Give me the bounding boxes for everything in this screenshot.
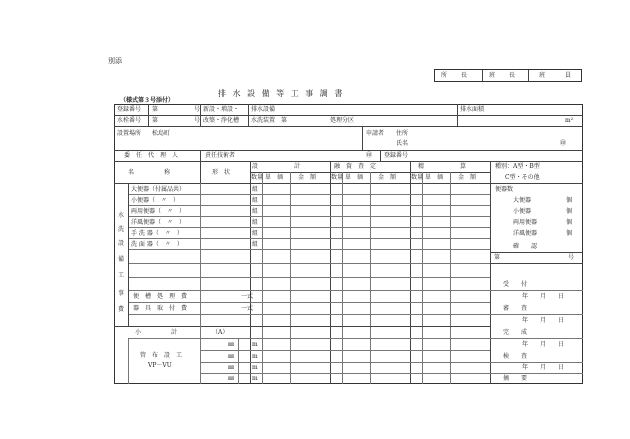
col-shape: 形 状 [212, 169, 231, 176]
vertical-label-6: 事 [118, 290, 125, 297]
col-amount-3: 金 額 [458, 174, 477, 181]
fixtures-label: 便器数 [495, 186, 514, 193]
complete-label: 完 成 [503, 329, 528, 336]
col-price-3: 単 価 [425, 174, 444, 181]
review-date: 年 月 日 [522, 317, 565, 324]
col-amount-1: 金 額 [298, 174, 317, 181]
confirm-label: 確 認 [513, 243, 538, 250]
fixture-name: 両用便器 [513, 219, 538, 226]
go-label: 号 [568, 254, 575, 261]
agent-label: 委 任 代 理 人 [124, 152, 179, 159]
applicant-label: 申請者 [366, 130, 385, 137]
vertical-label-5: 工 [118, 272, 125, 279]
annex-label: 別添 [108, 57, 122, 65]
item-unit: 組 [252, 197, 259, 204]
col-qty-1: 数量 [251, 174, 264, 181]
approval-head-2: 長 [461, 72, 468, 79]
seal-mark: ㊞ [560, 140, 567, 147]
col-name: 名 称 [128, 169, 171, 176]
fixture-unit: 個 [566, 219, 573, 226]
m-unit: m [252, 353, 258, 360]
item-name: 大便器（付属品共） [131, 186, 186, 193]
inspect-no-label: 水栓番号 [117, 117, 142, 124]
m-unit: m [252, 341, 258, 348]
item-unit: 組 [252, 230, 259, 237]
approval-head-5: 班 [539, 72, 546, 79]
engineer-label: 責任技術者 [205, 152, 236, 159]
item-name: 手 洗 器（ 〃 ） [131, 230, 183, 237]
col-qty-2: 数量 [331, 174, 344, 181]
approval-head-4: 長 [509, 72, 516, 79]
work-kind-1: 新設・増設・ [203, 106, 240, 113]
reg-no-label: 登録番号 [117, 106, 142, 113]
seal-mark-2: ㊞ [366, 152, 373, 159]
received-date: 年 月 日 [522, 293, 565, 300]
flush-area: 処理分区 [330, 117, 355, 124]
item-unit: 組 [252, 241, 259, 248]
vertical-label-7: 費 [118, 306, 125, 313]
col-price-1: 単 価 [265, 174, 284, 181]
mm-unit: ㎜ [228, 353, 235, 360]
vertical-label-1: 水 [118, 212, 125, 219]
approval-box [434, 69, 582, 82]
m-unit: m [252, 364, 258, 371]
approval-head-1: 所 [441, 72, 448, 79]
area-label: 排水面積 [460, 106, 485, 113]
treat-cost: 便 槽 処 理 費 [133, 293, 188, 300]
pipe-work: 管 布 設 工 [140, 352, 183, 359]
address-label: 住所 [396, 130, 409, 137]
flush-equip: 水洗装置 第 [251, 117, 288, 124]
mm-unit: ㎜ [228, 375, 235, 382]
item-name: 小便器（ 〃 ） [131, 197, 180, 204]
item-name: 両用便器（ 〃 ） [131, 208, 186, 215]
site-value: 松島町 [152, 130, 171, 137]
inspect-label: 検 査 [503, 353, 528, 360]
area-unit: m² [565, 117, 574, 124]
reg-no-value: 第 号 [152, 106, 201, 113]
install-cost: 器 具 取 付 費 [133, 305, 188, 312]
reg-no-2: 登録番号 [384, 152, 409, 159]
m-unit: m [252, 375, 258, 382]
item-name: 洋風便器（ 〃 ） [131, 219, 186, 226]
subtotal-label: 小 計 [135, 329, 178, 336]
fixture-unit: 個 [566, 208, 573, 215]
complete-date: 年 月 日 [522, 341, 565, 348]
fixture-name: 洋風便器 [513, 230, 538, 237]
fixture-unit: 個 [566, 230, 573, 237]
inspect-date: 年 月 日 [522, 364, 565, 371]
mm-unit: ㎜ [228, 364, 235, 371]
col-design: 設 計 [252, 163, 301, 170]
item-unit: 組 [252, 219, 259, 226]
inspect-no-value: 第 号 [152, 117, 201, 124]
subtotal-mark: （A） [212, 329, 229, 336]
review-label: 審 査 [503, 305, 528, 312]
drain-equip: 排水設備 [251, 106, 276, 113]
col-qty-3: 数量 [411, 174, 424, 181]
remarks-label: 摘 要 [503, 375, 528, 382]
treat-cost-unit: 一式 [241, 293, 254, 300]
name-label: 氏名 [396, 140, 409, 147]
received-label: 受 付 [503, 281, 528, 288]
approval-head-3: 班 [489, 72, 496, 79]
col-price-2: 単 価 [345, 174, 364, 181]
types-label-2: C型・その他 [505, 174, 540, 181]
item-name: 洗 面 器（ 〃 ） [131, 241, 183, 248]
pipe-spec: VP－VU [148, 362, 172, 369]
fixture-name: 小便器 [513, 208, 532, 215]
approval-head-6: 員 [565, 72, 572, 79]
col-settle: 精 算 [418, 163, 467, 170]
site-label: 設置場所 [117, 130, 142, 137]
dai-label: 第 [494, 254, 501, 261]
item-unit: 組 [252, 208, 259, 215]
vertical-label-4: 備 [118, 256, 125, 263]
types-label: 種別：A型・B型 [495, 163, 540, 170]
mm-unit: ㎜ [228, 341, 235, 348]
install-cost-unit: 一式 [241, 305, 254, 312]
fixture-unit: 個 [566, 197, 573, 204]
vertical-label-2: 洗 [118, 226, 125, 233]
col-assess: 融 資 査 定 [334, 163, 377, 170]
item-unit: 組 [252, 186, 259, 193]
form-number: （様式第３号添付） [120, 97, 175, 104]
col-amount-2: 金 額 [378, 174, 397, 181]
vertical-label-3: 設 [118, 240, 125, 247]
fixture-name: 大便器 [513, 197, 532, 204]
work-kind-2: 改築・浄化槽 [203, 117, 240, 124]
page-title: 排 水 設 備 等 工 事 調 書 [218, 89, 345, 98]
